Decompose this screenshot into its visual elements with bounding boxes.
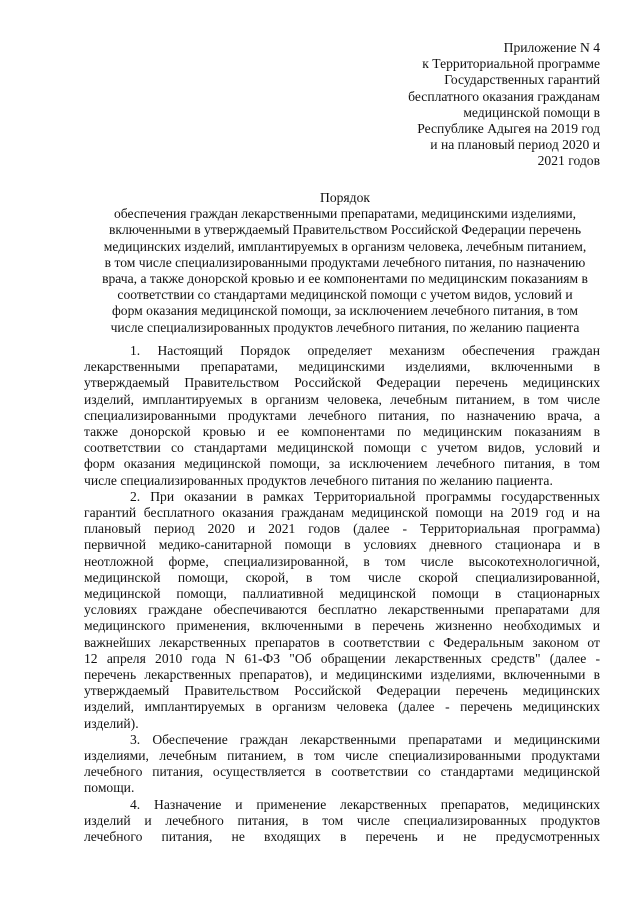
paragraph-line: перечень лекарственных препаратов), и медицинскими изделиями, включенными в	[84, 667, 600, 683]
title-line: числе специализированных продуктов лечебного питания, по желанию пациента	[110, 319, 580, 335]
paragraph-line: изделиями, лечебным питанием, в том числе специализированными продуктами	[84, 748, 600, 764]
paragraph-line: медицинской помощи, паллиативной медицинской помощи в стационарных	[84, 586, 600, 602]
paragraph-line: 1. Настоящий Порядок определяет механизм обеспечения граждан	[130, 343, 600, 358]
paragraph-line: помощи.	[84, 780, 135, 796]
paragraph-3	[84, 732, 600, 797]
paragraph-line: важнейших лекарственных препаратов в соответствии с Федеральным законом от	[84, 634, 600, 650]
paragraph-line: изделий и лечебного питания, в том числе специализированных продуктов	[84, 812, 600, 828]
paragraph-line: плановый период 2020 и 2021 годов (далее - Территориальная программа)	[84, 521, 600, 537]
document-body	[84, 343, 600, 845]
paragraph-4	[84, 797, 600, 846]
paragraph-line: изделий, имплантируемых в организм человека (далее - перечень медицинских	[84, 699, 600, 715]
paragraph-line: условиях граждане обеспечиваются бесплатно лекарственными препаратами для	[84, 602, 600, 618]
paragraph-line: изделий, имплантируемых в организм человека, лечебным питанием, в том числе	[84, 391, 600, 407]
appendix-line: к Территориальной программе	[422, 56, 600, 72]
paragraph-line: первичной медико-санитарной помощи в условиях дневного стационара и в	[84, 537, 600, 553]
paragraph-line: утверждаемый Правительством Российской Федерации перечень медицинских	[84, 683, 600, 699]
title-line: в том числе специализированными продуктами лечебного питания, по назначению	[104, 254, 586, 270]
paragraph-line: лекарственными препаратами, медицинскими изделиями, включенными в	[84, 359, 600, 375]
paragraph-line: форм оказания медицинской помощи, за исключением лечебного питания, в том	[84, 456, 600, 472]
title-line: врача, а также донорской кровью и ее компонентами по медицинским показаниям в	[102, 271, 588, 287]
paragraph-line: специализированными продуктами лечебного питания, по назначению врача, а	[84, 407, 600, 423]
paragraph-line: также донорской кровью и ее компонентами по медицинским показаниям в	[84, 424, 600, 440]
appendix-line: Республике Адыгея на 2019 год	[417, 121, 600, 137]
paragraph-line: неотложной форме, специализированной, в том числе высокотехнологичной,	[84, 553, 600, 569]
paragraph-line: медицинского применения, включенными в перечень жизненно необходимых и	[84, 618, 600, 634]
paragraph-line: 12 апреля 2010 года N 61-ФЗ "Об обращении лекарственных средств" (далее -	[84, 650, 600, 666]
appendix-line: медицинской помощи в	[463, 104, 600, 120]
paragraph-line: медицинской помощи, скорой, в том числе скорой специализированной,	[84, 569, 600, 585]
appendix-line: и на плановый период 2020 и	[430, 137, 600, 153]
title-line: соответствии со стандартами медицинской помощи с учетом видов, условий и	[117, 287, 573, 303]
title-line: медицинских изделий, имплантируемых в организм человека, лечебным питанием,	[103, 238, 587, 254]
paragraph-line: изделий).	[84, 715, 139, 731]
appendix-line: 2021 годов	[537, 153, 600, 169]
paragraph-1	[84, 343, 600, 489]
paragraph-line: соответствии со стандартами медицинской помощи с учетом видов, условий и	[84, 440, 600, 456]
document-title	[84, 190, 606, 336]
appendix-header	[340, 40, 600, 170]
title-heading: Порядок	[320, 190, 370, 205]
appendix-line: бесплатного оказания гражданам	[408, 88, 600, 104]
paragraph-line: числе специализированных продуктов лечебного питания по желанию пациента.	[84, 472, 553, 488]
appendix-line: Государственных гарантий	[444, 72, 600, 88]
paragraph-line: утверждаемый Правительством Российской Федерации перечень медицинских	[84, 375, 600, 391]
paragraph-line: 3. Обеспечение граждан лекарственными препаратами и медицинскими	[130, 731, 600, 747]
appendix-line: Приложение N 4	[503, 40, 600, 55]
paragraph-2	[84, 489, 600, 732]
title-line: включенными в утверждаемый Правительством Российской Федерации перечень	[108, 222, 582, 238]
paragraph-line: 4. Назначение и применение лекарственных препаратов, медицинских	[130, 796, 600, 812]
paragraph-line: 2. При оказании в рамках Территориальной программы государственных	[130, 488, 600, 504]
paragraph-line: лечебного питания, не входящих в перечень и не предусмотренных	[84, 829, 600, 845]
title-line: обеспечения граждан лекарственными препаратами, медицинскими изделиями,	[113, 206, 577, 222]
title-line: форм оказания медицинской помощи, за исключением лечебного питания, в том	[111, 303, 579, 319]
paragraph-line: лечебного питания, осуществляется в соответствии со стандартами медицинской	[84, 764, 600, 780]
paragraph-line: гарантий бесплатного оказания гражданам медицинской помощи на 2019 год и на	[84, 505, 600, 521]
